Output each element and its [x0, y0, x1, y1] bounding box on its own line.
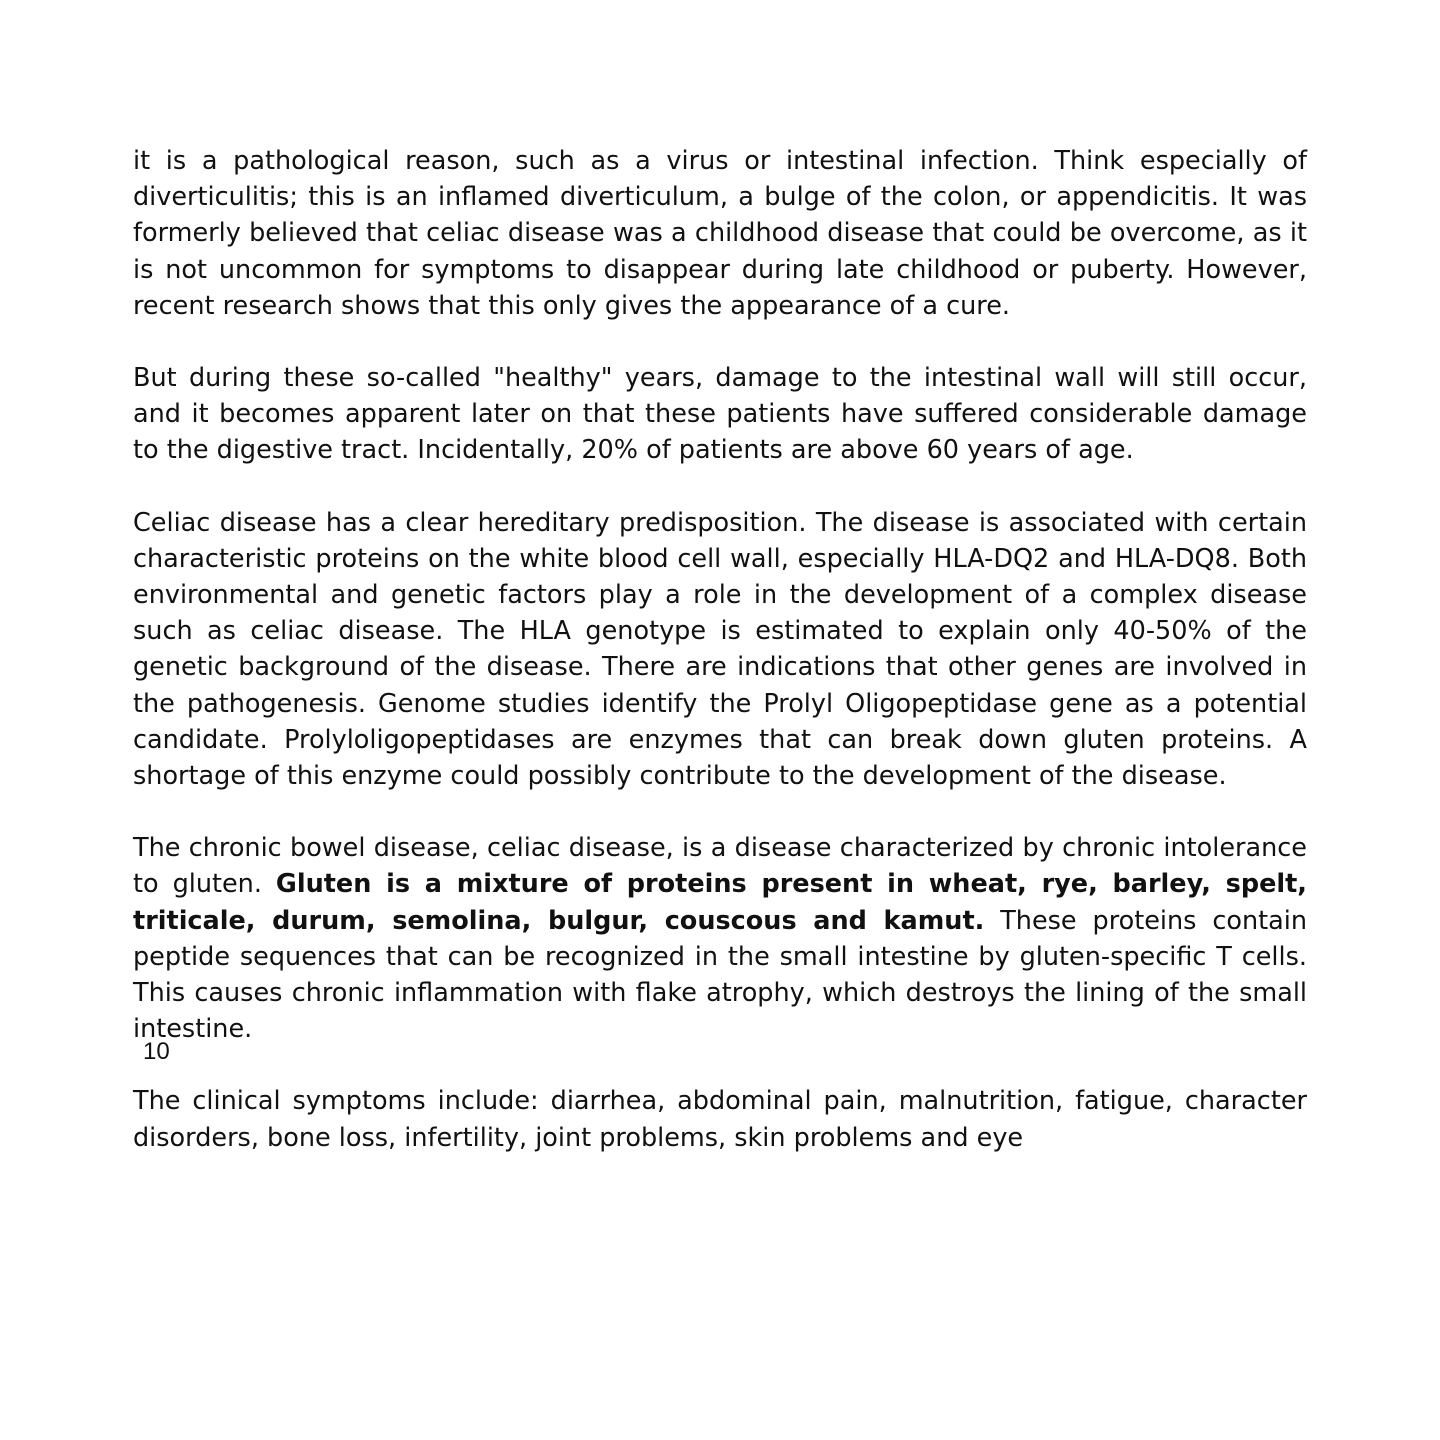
paragraph-hereditary-predisposition: Celiac disease has a clear hereditary predisposition. The disease is associated with certain characteristic proteins on the white blood cell wall, especially HLA-DQ2 and HLA-DQ8. Both environmental and genetic factors play a role in the development of a complex disease such as celiac disease. The HLA genotype is estimated to explain only 40-50% of the genetic background of the disease. There are indications that other genes are involved in the pathogenesis. Genome studies identify the Prolyl Oligopeptidase gene as a potential candidate. Prolyloligopeptidases are enzymes that can break down gluten proteins. A shortage of this enzyme could possibly contribute to the development of the disease. — [133, 507, 1307, 792]
gluten-effects-text: These proteins contain peptide sequences that can be recognized in the small intestine by gluten-specific T cells. This causes chronic inflammation with flake atrophy, which destroys the lining of the small intestine. — [133, 905, 1307, 1045]
page-body — [133, 143, 1307, 1156]
paragraph-pathological-reason: it is a pathological reason, such as a virus or intestinal infection. Think especially of diverticulitis; this is an inflamed diverticulum, a bulge of the colon, or appendicitis. It was formerly believed that celiac disease was a childhood disease that could be overcome, as it is not uncommon for symptoms to disappear during late childhood or puberty. However, recent research shows that this only gives the appearance of a cure. — [133, 146, 1307, 321]
paragraph-healthy-years: But during these so-called "healthy" years, damage to the intestinal wall will still occur, and it becomes apparent later on that these patients have suffered considerable damage to the digestive tract. Incidentally, 20% of patients are above 60 years of age. — [133, 363, 1307, 466]
gluten-intro-text: The chronic bowel disease, celiac disease, is a disease characterized by chronic intolerance to gluten. — [133, 833, 1307, 900]
page-number: 10 — [143, 1038, 170, 1065]
paragraph-clinical-symptoms: The clinical symptoms include: diarrhea, abdominal pain, malnutrition, fatigue, character disorders, bone loss, infertility, joint problems, skin problems and eye — [133, 1086, 1307, 1153]
paragraph-chronic-bowel-disease — [133, 830, 1307, 1047]
gluten-definition-bold: Gluten is a mixture of proteins present in wheat, rye, barley, spelt, triticale, durum, semolina, bulgur, couscous and kamut. — [133, 869, 1307, 936]
